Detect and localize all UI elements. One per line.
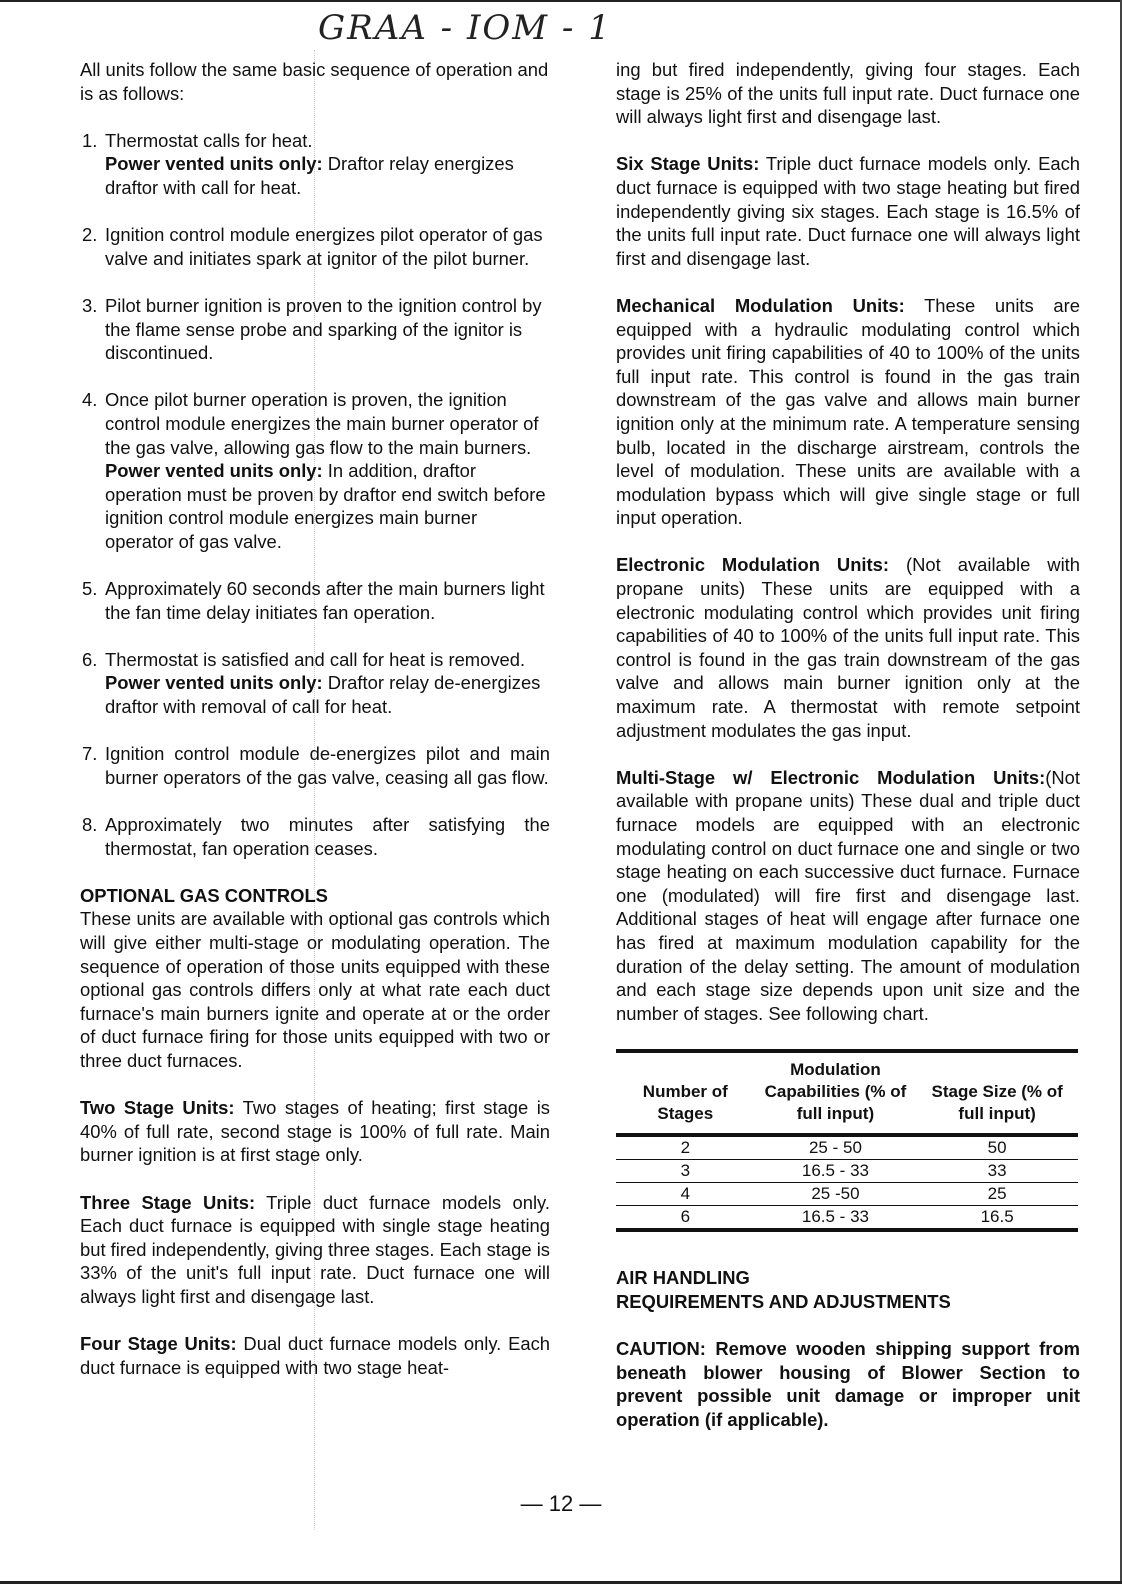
table-header-stage-size: Stage Size (% of full input) xyxy=(916,1051,1078,1135)
air-handling-heading-2: REQUIREMENTS AND ADJUSTMENTS xyxy=(616,1290,951,1312)
intro-paragraph: All units follow the same basic sequence of operation and is as follows: xyxy=(80,59,549,104)
table-header-modulation: Modulation Capabilities (% of full input) xyxy=(755,1051,917,1135)
step-6: 6. Thermostat is satisfied and call for heat is removed. Power vented units only: Draftor relay de-energizes draftor with removal of call for heat. xyxy=(82,648,541,718)
handwritten-annotation: GRAA - IOM - 1 xyxy=(318,8,612,48)
two-stage-units: Two Stage Units: Two stages of heating; first stage is 40% of full rate, second stage is 100% of full rate. Main burner ignition is at first stage only. xyxy=(80,1097,550,1166)
step-5: 5. Approximately 60 seconds after the main burners light the fan time delay initiates fan operation. xyxy=(82,578,545,623)
three-stage-units: Three Stage Units: Triple duct furnace models only. Each duct furnace is equipped with single stage heating but fired independently, giving three stages. Each stage is 33% of the unit's full input rate. Duct furnace one will always light first and disengage last. xyxy=(80,1191,550,1307)
table-row: 3 16.5 - 33 33 xyxy=(616,1160,1078,1183)
mechanical-modulation-units: Mechanical Modulation Units: These units are equipped with a hydraulic modulating control which provides unit firing capabilities of 40 to 100% of the units full input rate. This control is found in the gas train downstream of the gas valve and allows main burner ignition only at the minimum rate. A temperature sensing bulb, located in the discharge airstream, controls the level of modulation. These units are available with a modulation bypass which will give single stage or full input operation. xyxy=(616,294,1080,529)
four-stage-units: Four Stage Units: Dual duct furnace models only. Each duct furnace is equipped with two stage heat- xyxy=(80,1333,551,1378)
step-7: 7. Ignition control module de-energizes pilot and main burner operators of the gas valve, ceasing all gas flow. xyxy=(82,743,550,788)
step-1: 1. Thermostat calls for heat. Power vented units only: Draftor relay energizes draftor with call for heat. xyxy=(82,129,514,198)
six-stage-units: Six Stage Units: Triple duct furnace models only. Each duct furnace is equipped with two stage heating but fired independently giving six stages. Each stage is 16.5% of the units full input rate. Duct furnace one will always light first and disengage last. xyxy=(616,153,1080,269)
left-column xyxy=(80,58,550,1379)
multi-stage-electronic-modulation: Multi-Stage w/ Electronic Modulation Units:(Not available with propane units) These dual and triple duct furnace models are equipped with an electronic modulating control on duct furnace one and single or two stage heating on each successive duct furnace. Furnace one (modulated) will fire first and disengage last. Additional stages of heat will engage after furnace one has fired at maximum modulation capability for the duration of the delay setting. The amount of modulation and each stage size depends upon unit size and the number of stages. See following chart. xyxy=(616,766,1080,1024)
page-number: — 12 — xyxy=(520,1491,602,1516)
electronic-modulation-units: Electronic Modulation Units: (Not available with propane units) These units are equipped with a electronic modulating control which provides unit firing capabilities of 40 to 100% of the units full input rate. This control is found in the gas train downstream of the gas valve and allows main burner ignition only at the maximum rate. A thermostat with remote setpoint adjustment modulates the gas input. xyxy=(616,554,1080,741)
table-row: 4 25 -50 25 xyxy=(616,1183,1078,1206)
right-column xyxy=(616,58,1080,1432)
step-3: 3. Pilot burner ignition is proven to the ignition control by the flame sense probe and sparking of the ignitor is discontinued. xyxy=(82,294,542,364)
optional-gas-controls-heading: OPTIONAL GAS CONTROLS xyxy=(80,884,328,906)
caution-text: CAUTION: Remove wooden shipping support from beneath blower housing of Blower Section to prevent possible unit damage or improper unit operation (if applicable). xyxy=(616,1338,1080,1430)
table-header-stages: Number of Stages xyxy=(616,1051,755,1135)
step-4: 4. Once pilot burner operation is proven, the ignition control module energizes the main burner operator of the gas valve, allowing gas flow to the main burners. Power vented units only: In addition, draftor operation must be proven by draftor end switch before ignition control module energizes main burner operator of gas valve. xyxy=(82,389,546,552)
optional-gas-controls-text: These units are available with optional gas controls which will give either multi-stage or modulating operation. The sequence of operation of those units equipped with these optional gas controls differs only at what rate each duct furnace's main burners ignite and operate at or the order of duct furnace firing for those units equipped with two or three duct furnaces. xyxy=(80,908,550,1071)
air-handling-heading-1: AIR HANDLING xyxy=(616,1267,750,1289)
step-2: 2. Ignition control module energizes pilot operator of gas valve and initiates spark at ignitor of the pilot burner. xyxy=(82,224,543,269)
four-stage-continued: ing but fired independently, giving four stages. Each stage is 25% of the units full input rate. Duct furnace one will always light first and disengage last. xyxy=(616,59,1080,128)
step-8: 8. Approximately two minutes after satisfying the thermostat, fan operation ceases. xyxy=(82,814,550,859)
stages-table xyxy=(616,1049,1078,1232)
table-row: 2 25 - 50 50 xyxy=(616,1135,1078,1160)
table-row: 6 16.5 - 33 16.5 xyxy=(616,1206,1078,1231)
page-border-top xyxy=(0,0,1122,2)
